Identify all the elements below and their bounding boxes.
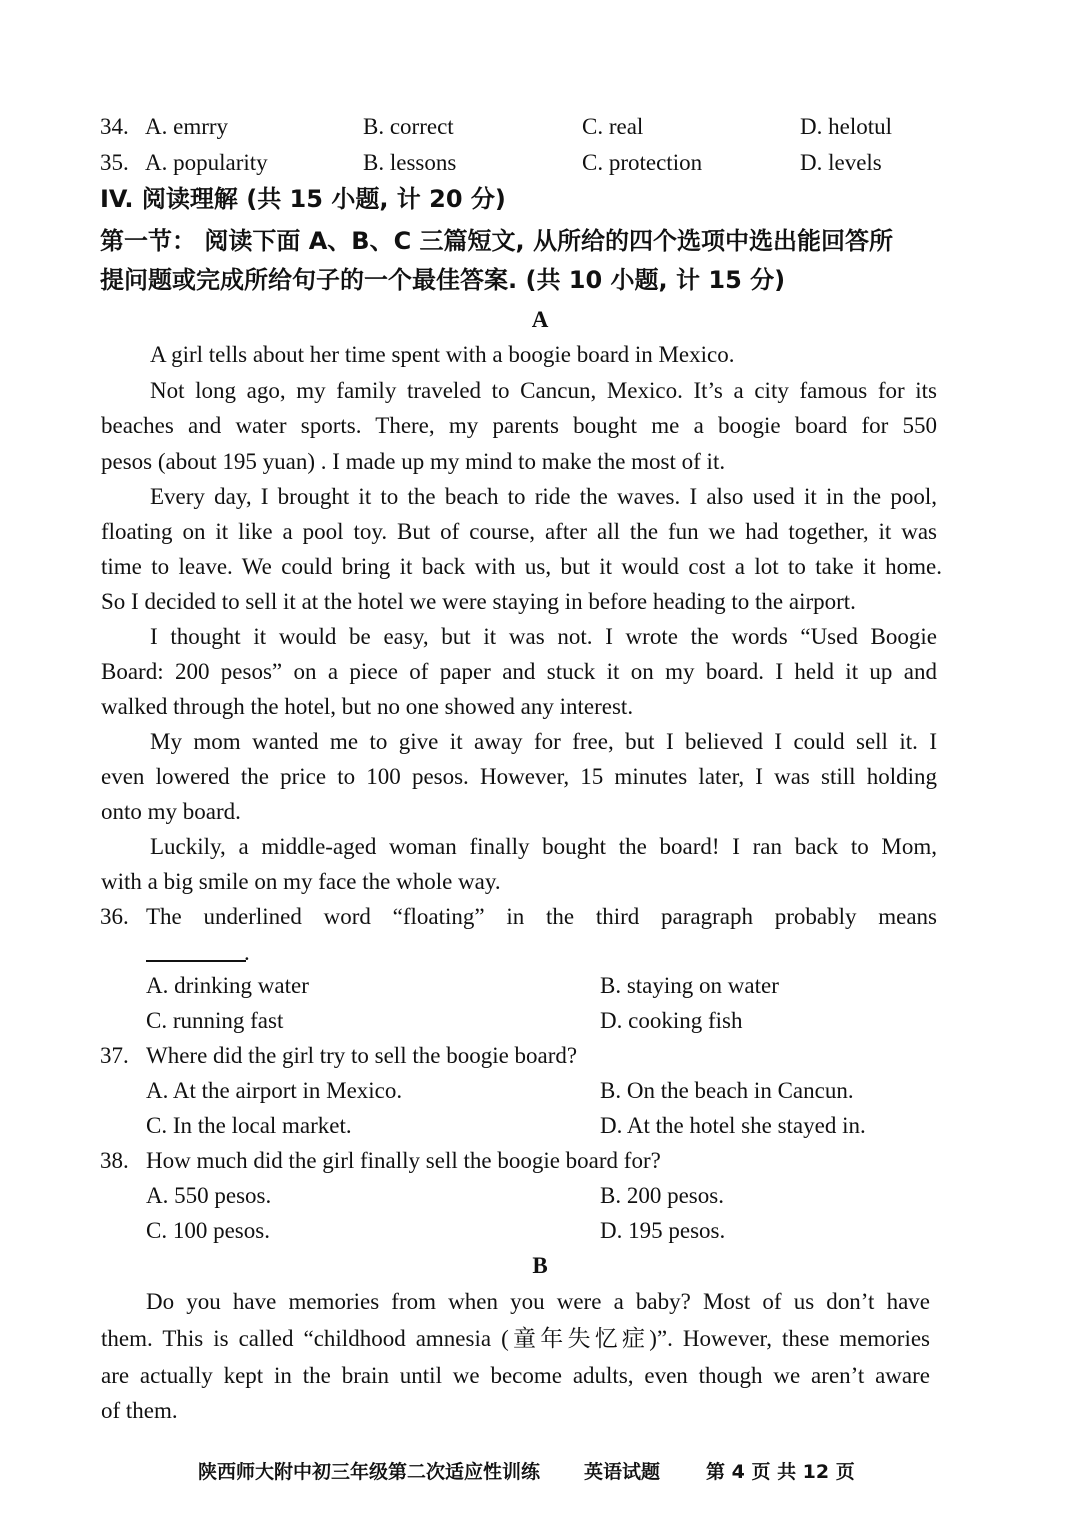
q36-option-d: D. cooking fish [600,1008,743,1033]
part1-instruction-1: 第一节： 阅读下面 A、B、C 三篇短文, 从所给的四个选项中选出能回答所 [100,227,894,255]
passage-a-text: My mom wanted me to give it away for free, but I believed I could sell it. I [150,729,937,754]
q35-option-a: A. popularity [145,150,268,175]
passage-b-text: Do you have memories from when you were a baby? Most of us don’t have [146,1289,930,1314]
passage-a-text: time to leave. We could bring it back with us, but it would cost a lot to take it home. [101,554,942,579]
q34-option-b: B. correct [363,114,454,139]
q38-option-a: A. 550 pesos. [146,1183,272,1208]
q35-option-c: C. protection [582,150,703,175]
passage-b-text: are actually kept in the brain until we become adults, even though we aren’t aware [101,1363,930,1388]
passage-a-text: with a big smile on my face the whole way. [101,869,501,894]
footer-page-number: 第 4 页 共 12 页 [706,1461,855,1483]
passage-a-text: even lowered the price to 100 pesos. However, 15 minutes later, I was still holding [101,764,937,789]
q36-option-a: A. drinking water [146,973,309,998]
q36-stem: The underlined word “floating” in the third paragraph probably means [146,904,937,929]
passage-b-heading: B [532,1253,548,1278]
q37-stem: Where did the girl try to sell the boogie board? [146,1043,578,1068]
q36-option-c: C. running fast [146,1008,284,1033]
footer-subject: 英语试题 [584,1461,661,1483]
passage-a-text: Every day, I brought it to the beach to ride the waves. I also used it in the pool, [150,484,937,509]
q38-option-b: B. 200 pesos. [600,1183,724,1208]
q35-option-b: B. lessons [363,150,457,175]
part1-instruction-2: 提问题或完成所给句子的一个最佳答案. (共 10 小题, 计 15 分) [100,266,786,294]
q38-option-d: D. 195 pesos. [600,1218,726,1243]
q34-option-a: A. emrry [145,114,229,139]
q38-stem: How much did the girl finally sell the boogie board for? [146,1148,661,1173]
passage-a-text: Board: 200 pesos” on a piece of paper and stuck it on my board. I held it up and [101,659,937,684]
footer-school: 陕西师大附中初三年级第二次适应性训练 [198,1461,541,1483]
q34-option-d: D. helotul [800,114,892,139]
passage-a-text: beaches and water sports. There, my parents bought me a boogie board for 550 [101,413,937,438]
q36-tail: . [244,940,250,965]
q35-number: 35. [100,150,129,175]
section-iv-title: IV. 阅读理解 (共 15 小题, 计 20 分) [100,185,506,213]
passage-a-text: onto my board. [101,799,241,824]
q35-option-d: D. levels [800,150,882,175]
q38-number: 38. [100,1148,129,1173]
passage-a-text: Not long ago, my family traveled to Cancun, Mexico. It’s a city famous for its [150,378,937,403]
passage-a-text: pesos (about 195 yuan) . I made up my mind to make the most of it. [101,449,726,474]
passage-a-text: floating on it like a pool toy. But of course, after all the fun we had together, it was [101,519,937,544]
passage-a-text: A girl tells about her time spent with a boogie board in Mexico. [150,342,735,367]
q37-number: 37. [100,1043,129,1068]
passage-b-text: them. This is called “childhood amnesia (童年失忆症)”. However, these memories [101,1326,930,1351]
passage-a-text: So I decided to sell it at the hotel we were staying in before heading to the airport. [101,589,856,614]
passage-b-text: of them. [101,1398,178,1423]
q34-number: 34. [100,114,129,139]
q36-number: 36. [100,904,129,929]
answer-blank [146,960,246,962]
q36-option-b: B. staying on water [600,973,779,998]
passage-a-heading: A [531,307,549,332]
q37-option-d: D. At the hotel she stayed in. [600,1113,866,1138]
q37-option-a: A. At the airport in Mexico. [146,1078,403,1103]
passage-a-text: walked through the hotel, but no one showed any interest. [101,694,634,719]
q34-option-c: C. real [582,114,644,139]
q37-option-c: C. In the local market. [146,1113,352,1138]
q36-blank-row [0,938,1080,970]
q37-option-b: B. On the beach in Cancun. [600,1078,854,1103]
passage-a-text: I thought it would be easy, but it was not. I wrote the words “Used Boogie [150,624,937,649]
q38-option-c: C. 100 pesos. [146,1218,270,1243]
passage-a-text: Luckily, a middle-aged woman finally bought the board! I ran back to Mom, [150,834,937,859]
